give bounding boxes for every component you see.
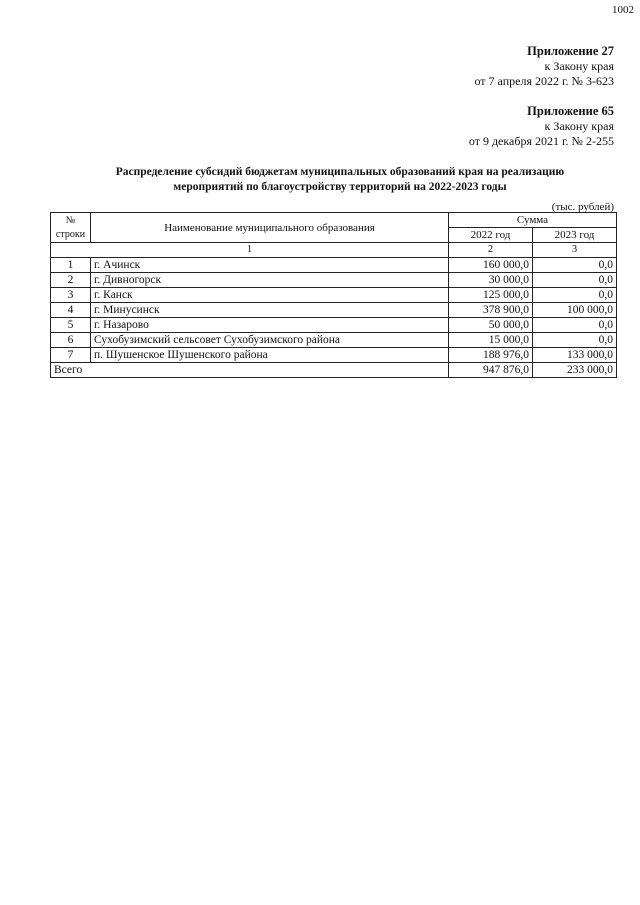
- row-name: г. Дивногорск: [91, 273, 449, 288]
- unit-note: (тыс. рублей): [551, 201, 614, 213]
- column-index-2: 2: [449, 243, 533, 258]
- row-value-2023: 0,0: [533, 333, 617, 348]
- table-row: [51, 273, 617, 288]
- total-value-2022: 947 876,0: [449, 363, 533, 378]
- column-index-row: [51, 243, 617, 258]
- row-value-2022: 50 000,0: [449, 318, 533, 333]
- row-value-2023: 0,0: [533, 258, 617, 273]
- appendix-current-date: от 7 апреля 2022 г. № 3-623: [474, 74, 614, 88]
- row-number: 7: [51, 348, 91, 363]
- appendix-original-date: от 9 декабря 2021 г. № 2-255: [468, 134, 614, 148]
- row-value-2023: 0,0: [533, 273, 617, 288]
- header-row-number-symbol: №: [65, 214, 76, 226]
- row-name: Сухобузимский сельсовет Сухобузимского района: [91, 333, 449, 348]
- row-value-2023: 0,0: [533, 288, 617, 303]
- total-label: Всего: [51, 363, 449, 378]
- column-index-3: 3: [533, 243, 617, 258]
- document-title: [80, 165, 600, 195]
- table-row: [51, 333, 617, 348]
- table-row: [51, 348, 617, 363]
- appendix-original-title: Приложение 65: [527, 104, 614, 118]
- row-name: г. Минусинск: [91, 303, 449, 318]
- row-value-2023: 133 000,0: [533, 348, 617, 363]
- row-value-2023: 100 000,0: [533, 303, 617, 318]
- header-row-number-label: строки: [55, 228, 86, 240]
- row-number: 2: [51, 273, 91, 288]
- document-title-line1: Распределение субсидий бюджетам муниципальных образований края на реализацию: [115, 166, 565, 178]
- appendix-current-law: к Закону края: [544, 59, 614, 73]
- row-value-2022: 125 000,0: [449, 288, 533, 303]
- header-sum: Сумма: [449, 213, 617, 228]
- table-row: [51, 303, 617, 318]
- row-number: 3: [51, 288, 91, 303]
- header-name: Наименование муниципального образования: [91, 213, 449, 243]
- appendix-original-law: к Закону края: [544, 119, 614, 133]
- appendix-current-title: Приложение 27: [527, 44, 614, 58]
- row-value-2022: 15 000,0: [449, 333, 533, 348]
- row-number: 4: [51, 303, 91, 318]
- row-value-2022: 188 976,0: [449, 348, 533, 363]
- row-value-2023: 0,0: [533, 318, 617, 333]
- total-value-2023: 233 000,0: [533, 363, 617, 378]
- row-number: 6: [51, 333, 91, 348]
- table-row: [51, 318, 617, 333]
- row-value-2022: 30 000,0: [449, 273, 533, 288]
- page-number: 1002: [612, 4, 634, 16]
- header-year-2022: 2022 год: [449, 228, 533, 243]
- table-row: [51, 258, 617, 273]
- row-name: п. Шушенское Шушенского района: [91, 348, 449, 363]
- row-name: г. Ачинск: [91, 258, 449, 273]
- column-index-1: 1: [51, 243, 449, 258]
- table-row: [51, 288, 617, 303]
- header-year-2023: 2023 год: [533, 228, 617, 243]
- row-name: г. Назарово: [91, 318, 449, 333]
- row-number: 1: [51, 258, 91, 273]
- total-row: [51, 363, 617, 378]
- subsidy-table: [50, 212, 617, 378]
- appendix-original-block: [469, 104, 614, 149]
- row-value-2022: 378 900,0: [449, 303, 533, 318]
- row-number: 5: [51, 318, 91, 333]
- table-header-row: [51, 213, 617, 228]
- row-value-2022: 160 000,0: [449, 258, 533, 273]
- header-row-number: [51, 213, 91, 243]
- document-title-line2: мероприятий по благоустройству территорий на 2022-2023 годы: [173, 181, 507, 193]
- appendix-current-block: [474, 44, 614, 89]
- row-name: г. Канск: [91, 288, 449, 303]
